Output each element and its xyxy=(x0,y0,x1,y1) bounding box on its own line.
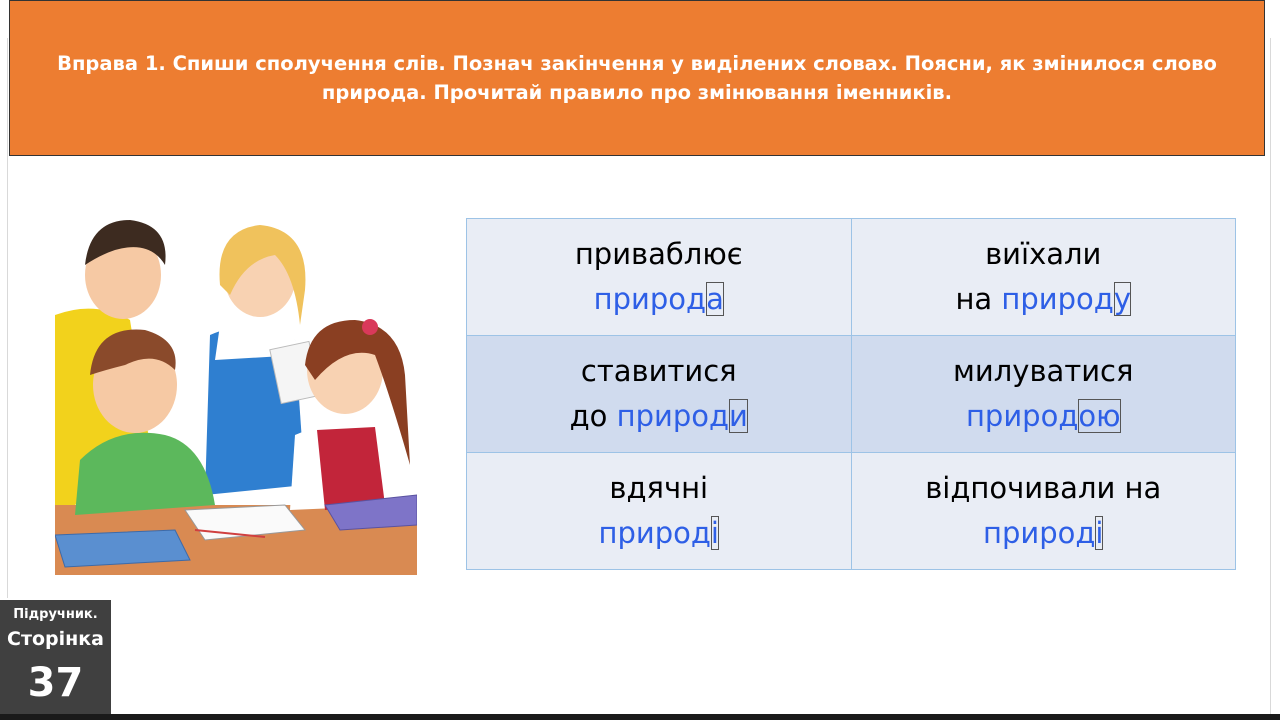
textbook-page-badge xyxy=(0,600,111,714)
cell-word: виїхали xyxy=(985,237,1102,271)
cell-highlight-line xyxy=(853,511,1235,556)
cell-highlight-line xyxy=(853,277,1235,322)
highlight-stem: природ xyxy=(598,516,711,550)
table-cell xyxy=(467,219,852,336)
children-reading-illustration xyxy=(55,205,417,575)
highlight-stem: природ xyxy=(616,399,730,433)
ending-box: у xyxy=(1113,282,1132,316)
cell-highlight-line xyxy=(468,511,850,556)
word-combinations-table xyxy=(466,218,1236,570)
cell-highlight-line xyxy=(468,277,850,322)
badge-label: Підручник. xyxy=(13,607,98,622)
slide-right-edge xyxy=(1270,38,1271,714)
cell-word: відпочивали на xyxy=(925,471,1162,505)
highlight-stem: природ xyxy=(593,282,707,316)
exercise-instruction xyxy=(40,49,1234,107)
cell-word: вдячні xyxy=(609,471,709,505)
highlight-stem: природ xyxy=(1001,282,1114,316)
table-cell xyxy=(467,453,852,570)
cell-preposition: до xyxy=(569,399,617,433)
badge-page-number: 37 xyxy=(27,660,84,706)
exercise-banner xyxy=(9,0,1265,156)
cell-word: милуватися xyxy=(953,354,1134,388)
ending-box: и xyxy=(729,399,748,433)
table-cell xyxy=(851,219,1236,336)
table-cell xyxy=(467,336,852,453)
ending-box: а xyxy=(706,282,724,316)
ending-box: і xyxy=(1095,516,1104,550)
ending-box: і xyxy=(710,516,719,550)
cell-word: ставитися xyxy=(580,354,737,388)
table-cell xyxy=(851,453,1236,570)
exercise-instruction-line2: природа. Прочитай правило про змінювання іменників. xyxy=(321,81,953,104)
table-row xyxy=(467,453,1236,570)
ending-box: ою xyxy=(1078,399,1121,433)
highlight-stem: природ xyxy=(983,516,1096,550)
cell-word: приваблює xyxy=(574,237,743,271)
cell-highlight-line xyxy=(468,394,850,439)
badge-page-word: Сторінка xyxy=(7,628,104,650)
table-row xyxy=(467,219,1236,336)
highlight-stem: природ xyxy=(965,399,1079,433)
exercise-instruction-line1: Вправа 1. Спиши сполучення слів. Познач закінчення у виділених словах. Поясни, як змінилося слово xyxy=(57,52,1217,75)
table-cell xyxy=(851,336,1236,453)
table-row xyxy=(467,336,1236,453)
slide-left-edge xyxy=(7,38,8,598)
cell-highlight-line xyxy=(853,394,1235,439)
cell-preposition: на xyxy=(955,282,1002,316)
